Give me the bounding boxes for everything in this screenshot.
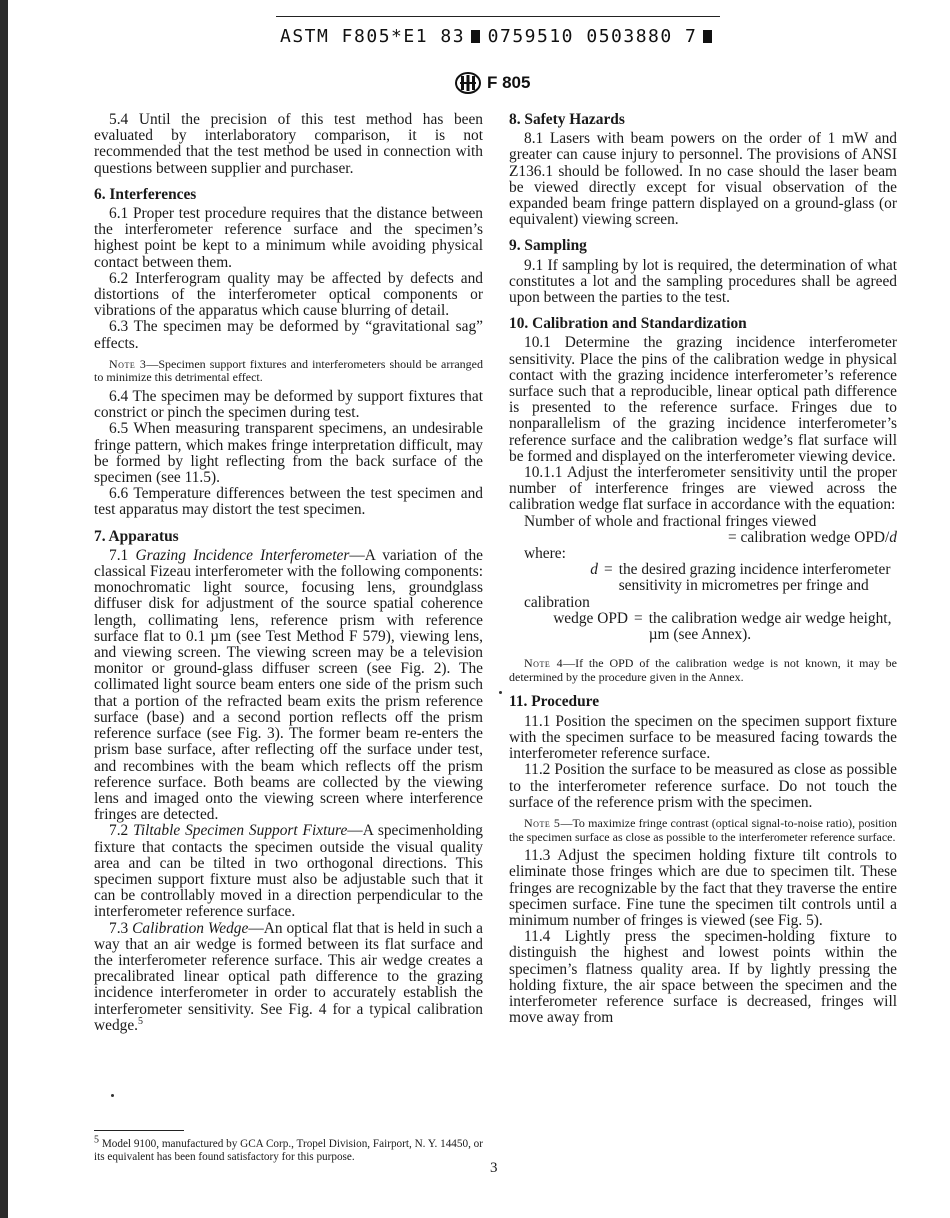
page-number: 3 [490, 1160, 498, 1176]
paragraph-7-2 [94, 823, 483, 920]
paragraph-11-3: 11.3 Adjust the specimen holding fixture tilt controls to eliminate those fringes which are due to specimen tilt. These fringes are recognizable by the fact that they traverse the entire specimen surface. Fine tune the specimen tilt controls until a minimum number of fringes is viewed (see Fig. 5). [509, 847, 897, 929]
p72-num: 7.2 [109, 822, 134, 840]
note-4-text: —If the OPD of the calibration wedge is not known, it may be determined by the procedure given in the Annex. [509, 656, 897, 684]
section-6-heading: 6. Interferences [94, 185, 197, 203]
right-column [509, 112, 897, 1026]
p73-text: —An optical flat that is held in such a way that an air wedge is formed between its flat surface and the interferometer reference surface. This air wedge creates a precalibrated linear optical path difference to the grazing incidence interferometer in order to accurately establish the interferometer sensitivity. See Fig. 4 for a typical calibration wedge. [94, 919, 483, 1034]
footnote-5 [94, 1134, 483, 1164]
left-column [94, 112, 483, 1034]
paragraph-9-1: 9.1 If sampling by lot is required, the determination of what constitutes a lot and the sampling procedures shall be agreed upon between the parties to the test. [509, 256, 897, 307]
footnote-text: Model 9100, manufactured by GCA Corp., Tropel Division, Fairport, N. Y. 14450, or its equivalent has been found satisfactory for this purpose. [94, 1138, 483, 1163]
footnote-mark: 5 [94, 1134, 99, 1146]
paragraph-6-1: 6.1 Proper test procedure requires that the distance between the interferometer reference surface and the specimen’s highest point be kept to a minimum while avoiding physical contact between them. [94, 205, 483, 271]
paragraph-7-3 [94, 921, 483, 1034]
document-code-header [280, 26, 720, 47]
def-c-equals: = [634, 609, 643, 627]
paragraph-6-4: 6.4 The specimen may be deformed by support fixtures that constrict or pinch the specimen during test. [94, 388, 483, 422]
scan-edge-shadow [0, 0, 8, 1218]
p71-text: —A variation of the classical Fizeau interferometer with the following components: monochromatic light source, focusing lens, groundglass diffuser disk for adjustment of the source spatial coherence length, collimating lens, reference prism with reference surface flat to 0.1 µm (see Test Method F 579), viewing lens, and viewing screen. The viewing screen may be a television monitor or ground-glass diffuser screen (see Fig. 2). The collimated light source beam enters one side of the prism such that a portion of the refracted beam exits the prism reference surface (base) and a second portion reflects off the prism reference surface (see Fig. 3). The former beam re-enters the prism base surface, after reflecting off the surface under test, and recombines with the beam which reflects off the prism reference surface. Both beams are collected by the viewing lens and imaged onto the viewing screen where interference fringes are detected. [94, 546, 483, 824]
barcode-block-icon [703, 30, 712, 43]
eq-rhs: = calibration wedge OPD/ [728, 528, 890, 546]
def-c-desc: the calibration wedge air wedge height, µm (see Annex). [648, 609, 892, 644]
footnote-rule [94, 1130, 184, 1131]
note-3-text: —Specimen support fixtures and interferometers should be arranged to minimize this detrimental effect. [94, 356, 483, 385]
where-label: where: [524, 545, 566, 563]
designation-label: F 805 [487, 73, 531, 92]
note-4 [509, 657, 897, 684]
paragraph-11-2: 11.2 Position the surface to be measured as close as possible to the interferometer reference surface. Do not touch the surface of the reference prism with the specimen. [509, 761, 897, 811]
paragraph-11-4: 11.4 Lightly press the specimen-holding fixture to distinguish the highest and lowest points within the specimen’s flatness quality area. If by lightly pressing the holding fixture, the air space between the specimen and the interferometer reference surface is decreased, fringes will move away from [509, 928, 897, 1027]
footnote-ref-5: 5 [138, 1015, 144, 1027]
paragraph-10-1-1: 10.1.1 Adjust the interferometer sensitivity until the proper number of interference fringes are viewed across the calibration wedge flat surface in accordance with the equation: [509, 464, 897, 514]
paragraph-7-1 [94, 548, 483, 823]
def-d-desc: the desired grazing incidence interferometer sensitivity in micrometres per fringe and [618, 561, 891, 595]
p73-title: Calibration Wedge [132, 919, 249, 937]
section-9-heading: 9. Sampling [509, 237, 587, 255]
paragraph-6-6: 6.6 Temperature differences between the test specimen and test apparatus may distort the test specimen. [94, 485, 483, 519]
note-4-label: Note 4 [524, 656, 564, 671]
eq-d: d [889, 528, 897, 546]
paragraph-6-5: 6.5 When measuring transparent specimens, an undesirable fringe pattern, which makes fringe interpretation difficult, may be formed by light reflecting from the back surface of the specimen (see 11.5). [94, 420, 483, 487]
scan-speck [499, 691, 502, 694]
barcode-block-icon [471, 30, 480, 43]
note-5-text: —To maximize fringe contrast (optical signal-to-noise ratio), position the specimen surface as close as possible to the interferometer reference surface. [509, 815, 898, 844]
astm-logo-icon [455, 72, 481, 94]
section-8-heading: 8. Safety Hazards [509, 111, 625, 128]
p73-num: 7.3 [109, 919, 133, 937]
def-c-term: wedge OPD [553, 609, 628, 627]
section-7-heading: 7. Apparatus [94, 527, 179, 545]
paragraph-6-3: 6.3 The specimen may be deformed by “gravitational sag” effects. [94, 318, 483, 352]
paragraph-10-1: 10.1 Determine the grazing incidence interferometer sensitivity. Place the pins of the calibration wedge in physical contact with the grazing incidence interferometer’s reference surface such that a reproducible, linear optical path difference is presented to the reference surface. Fringes due to nonparallelism of the grazing incidence interferometer’s reference surface and the calibration wedge’s flat surface will be formed and displayed on the interferometer viewing device. [509, 334, 897, 465]
equation-line-2 [509, 530, 897, 546]
paragraph-5-4: 5.4 Until the precision of this test method has been evaluated by interlaboratory comparison, it is not recommended that the test method be used in connection with questions between supplier and purchaser. [94, 111, 483, 177]
note-3 [94, 358, 483, 385]
p72-text: —A specimenholding fixture that contacts the specimen outside the visual quality area and can be tilted in two orthogonal directions. This specimen support fixture must also be adjustable such that it can be controllably moved in a direction perpendicular to the interferometer reference surface. [94, 822, 483, 921]
section-11-heading: 11. Procedure [509, 693, 600, 711]
note-5 [509, 817, 897, 844]
equation-line-1: Number of whole and fractional fringes viewed [524, 512, 817, 530]
def-d-term: d [590, 561, 598, 579]
definition-calibration-opd [509, 611, 897, 643]
astm-designation [455, 72, 530, 94]
def-c-term-line1: calibration [524, 593, 590, 611]
note-5-label: Note 5 [524, 815, 561, 830]
section-10-heading: 10. Calibration and Standardization [509, 315, 747, 333]
header-code-right: 0759510 0503880 7 [487, 26, 698, 47]
def-d-equals: = [604, 561, 613, 579]
header-code-left: ASTM F805*E1 83 [280, 26, 466, 47]
p72-title: Tiltable Specimen Support Fixture [133, 822, 348, 840]
scan-speck [111, 1094, 114, 1097]
header-rule [276, 16, 720, 17]
p71-title: Grazing Incidence Interferometer [135, 546, 350, 564]
p71-num: 7.1 [109, 546, 136, 564]
paragraph-6-2: 6.2 Interferogram quality may be affected by defects and distortions of the interferometer optical components or vibrations of the apparatus which cause blurring of detail. [94, 269, 483, 320]
paragraph-8-1: 8.1 Lasers with beam powers on the order of 1 mW and greater can cause injury to personnel. The provisions of ANSI Z136.1 should be followed. In no case should the laser beam be viewed directly except for visual observation of the expanded beam fringe pattern displayed on a ground-glass (or equivalent) viewing screen. [509, 130, 897, 229]
definition-d [509, 562, 897, 594]
note-3-label: Note 3 [109, 356, 147, 371]
paragraph-11-1: 11.1 Position the specimen on the specimen support fixture with the specimen surface to be measured facing towards the interferometer reference surface. [509, 712, 897, 763]
